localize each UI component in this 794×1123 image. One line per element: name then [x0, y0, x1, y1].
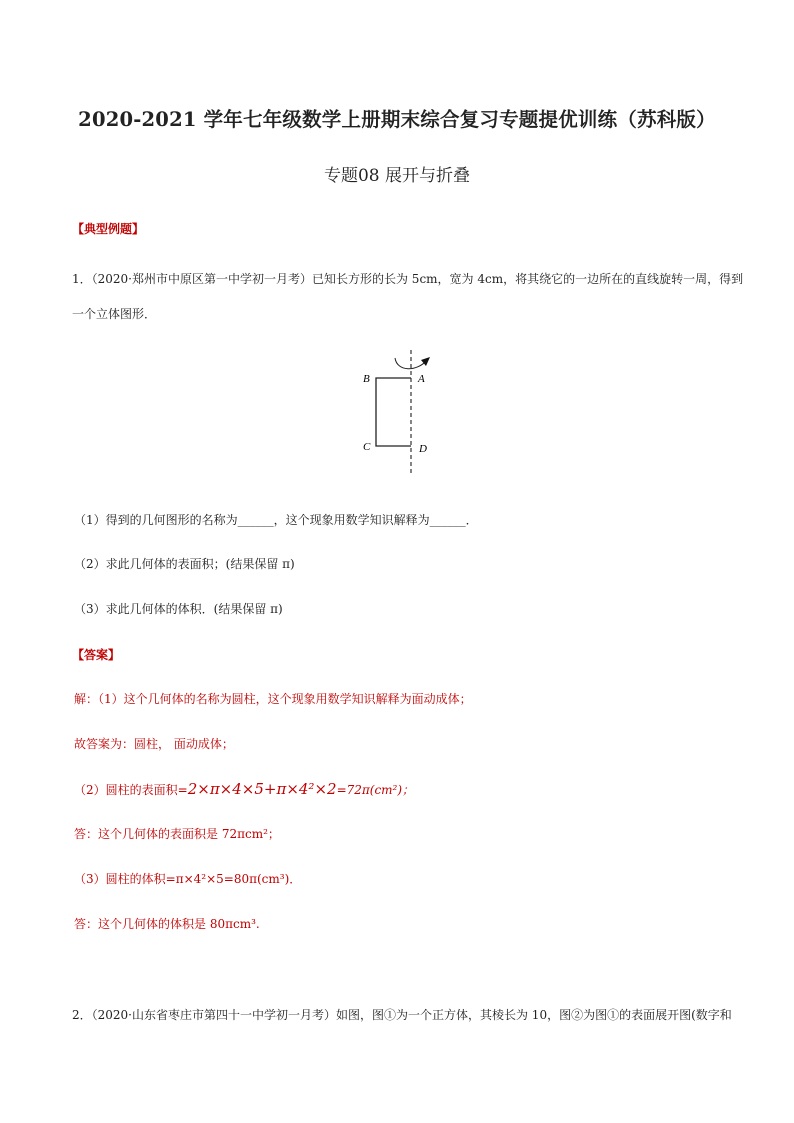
answer-3-prefix: （2）圆柱的表面积=: [74, 783, 188, 797]
question-1-part-2: （2）求此几何体的表面积；(结果保留 π): [74, 557, 295, 571]
answer-line-5: （3）圆柱的体积=π×4²×5=80π(cm³)．: [74, 872, 302, 886]
answer-line-6: 答：这个几何体的体积是 80πcm³.: [74, 917, 260, 931]
question-1-part-3: （3）求此几何体的体积．(结果保留 π): [74, 602, 283, 616]
question-2-line-1: 2．（2020·山东省枣庄市第四十一中学初一月考）如图，图①为一个正方体，其棱长为 10，图②为图①的表面展开图(数字和: [72, 1008, 732, 1022]
rotation-figure: [355, 348, 445, 478]
question-1-line-2: 一个立体图形．: [72, 307, 157, 321]
section-answer-heading: 【答案】: [72, 648, 121, 662]
page-title: 2020-2021 学年七年级数学上册期末综合复习专题提优训练（苏科版）: [78, 108, 716, 131]
question-1-line-1: 1．（2020·郑州市中原区第一中学初一月考）已知长方形的长为 5cm，宽为 4cm，将其绕它的一边所在的直线旋转一周，得到: [72, 272, 744, 286]
answer-3-result: =72π(cm²)；: [336, 783, 415, 797]
section-example-heading: 【典型例题】: [72, 222, 145, 236]
rectangle-outline: [376, 378, 411, 446]
question-1-part-1: （1）得到的几何图形的名称为______，这个现象用数学知识解释为______．: [74, 513, 478, 527]
label-d: D: [419, 443, 427, 455]
label-b: B: [363, 373, 370, 385]
answer-line-2: 故答案为：圆柱， 面动成体；: [74, 737, 234, 751]
label-a: A: [418, 373, 425, 385]
answer-3-expression: 2×π×4×5+π×4²×2: [187, 780, 337, 798]
label-c: C: [363, 441, 371, 453]
answer-line-1: 解：（1）这个几何体的名称为圆柱，这个现象用数学知识解释为面动成体；: [74, 692, 472, 706]
page-subtitle: 专题08 展开与折叠: [323, 166, 471, 186]
answer-line-3: [74, 780, 414, 798]
answer-line-4: 答：这个几何体的表面积是 72πcm²；: [74, 827, 280, 841]
